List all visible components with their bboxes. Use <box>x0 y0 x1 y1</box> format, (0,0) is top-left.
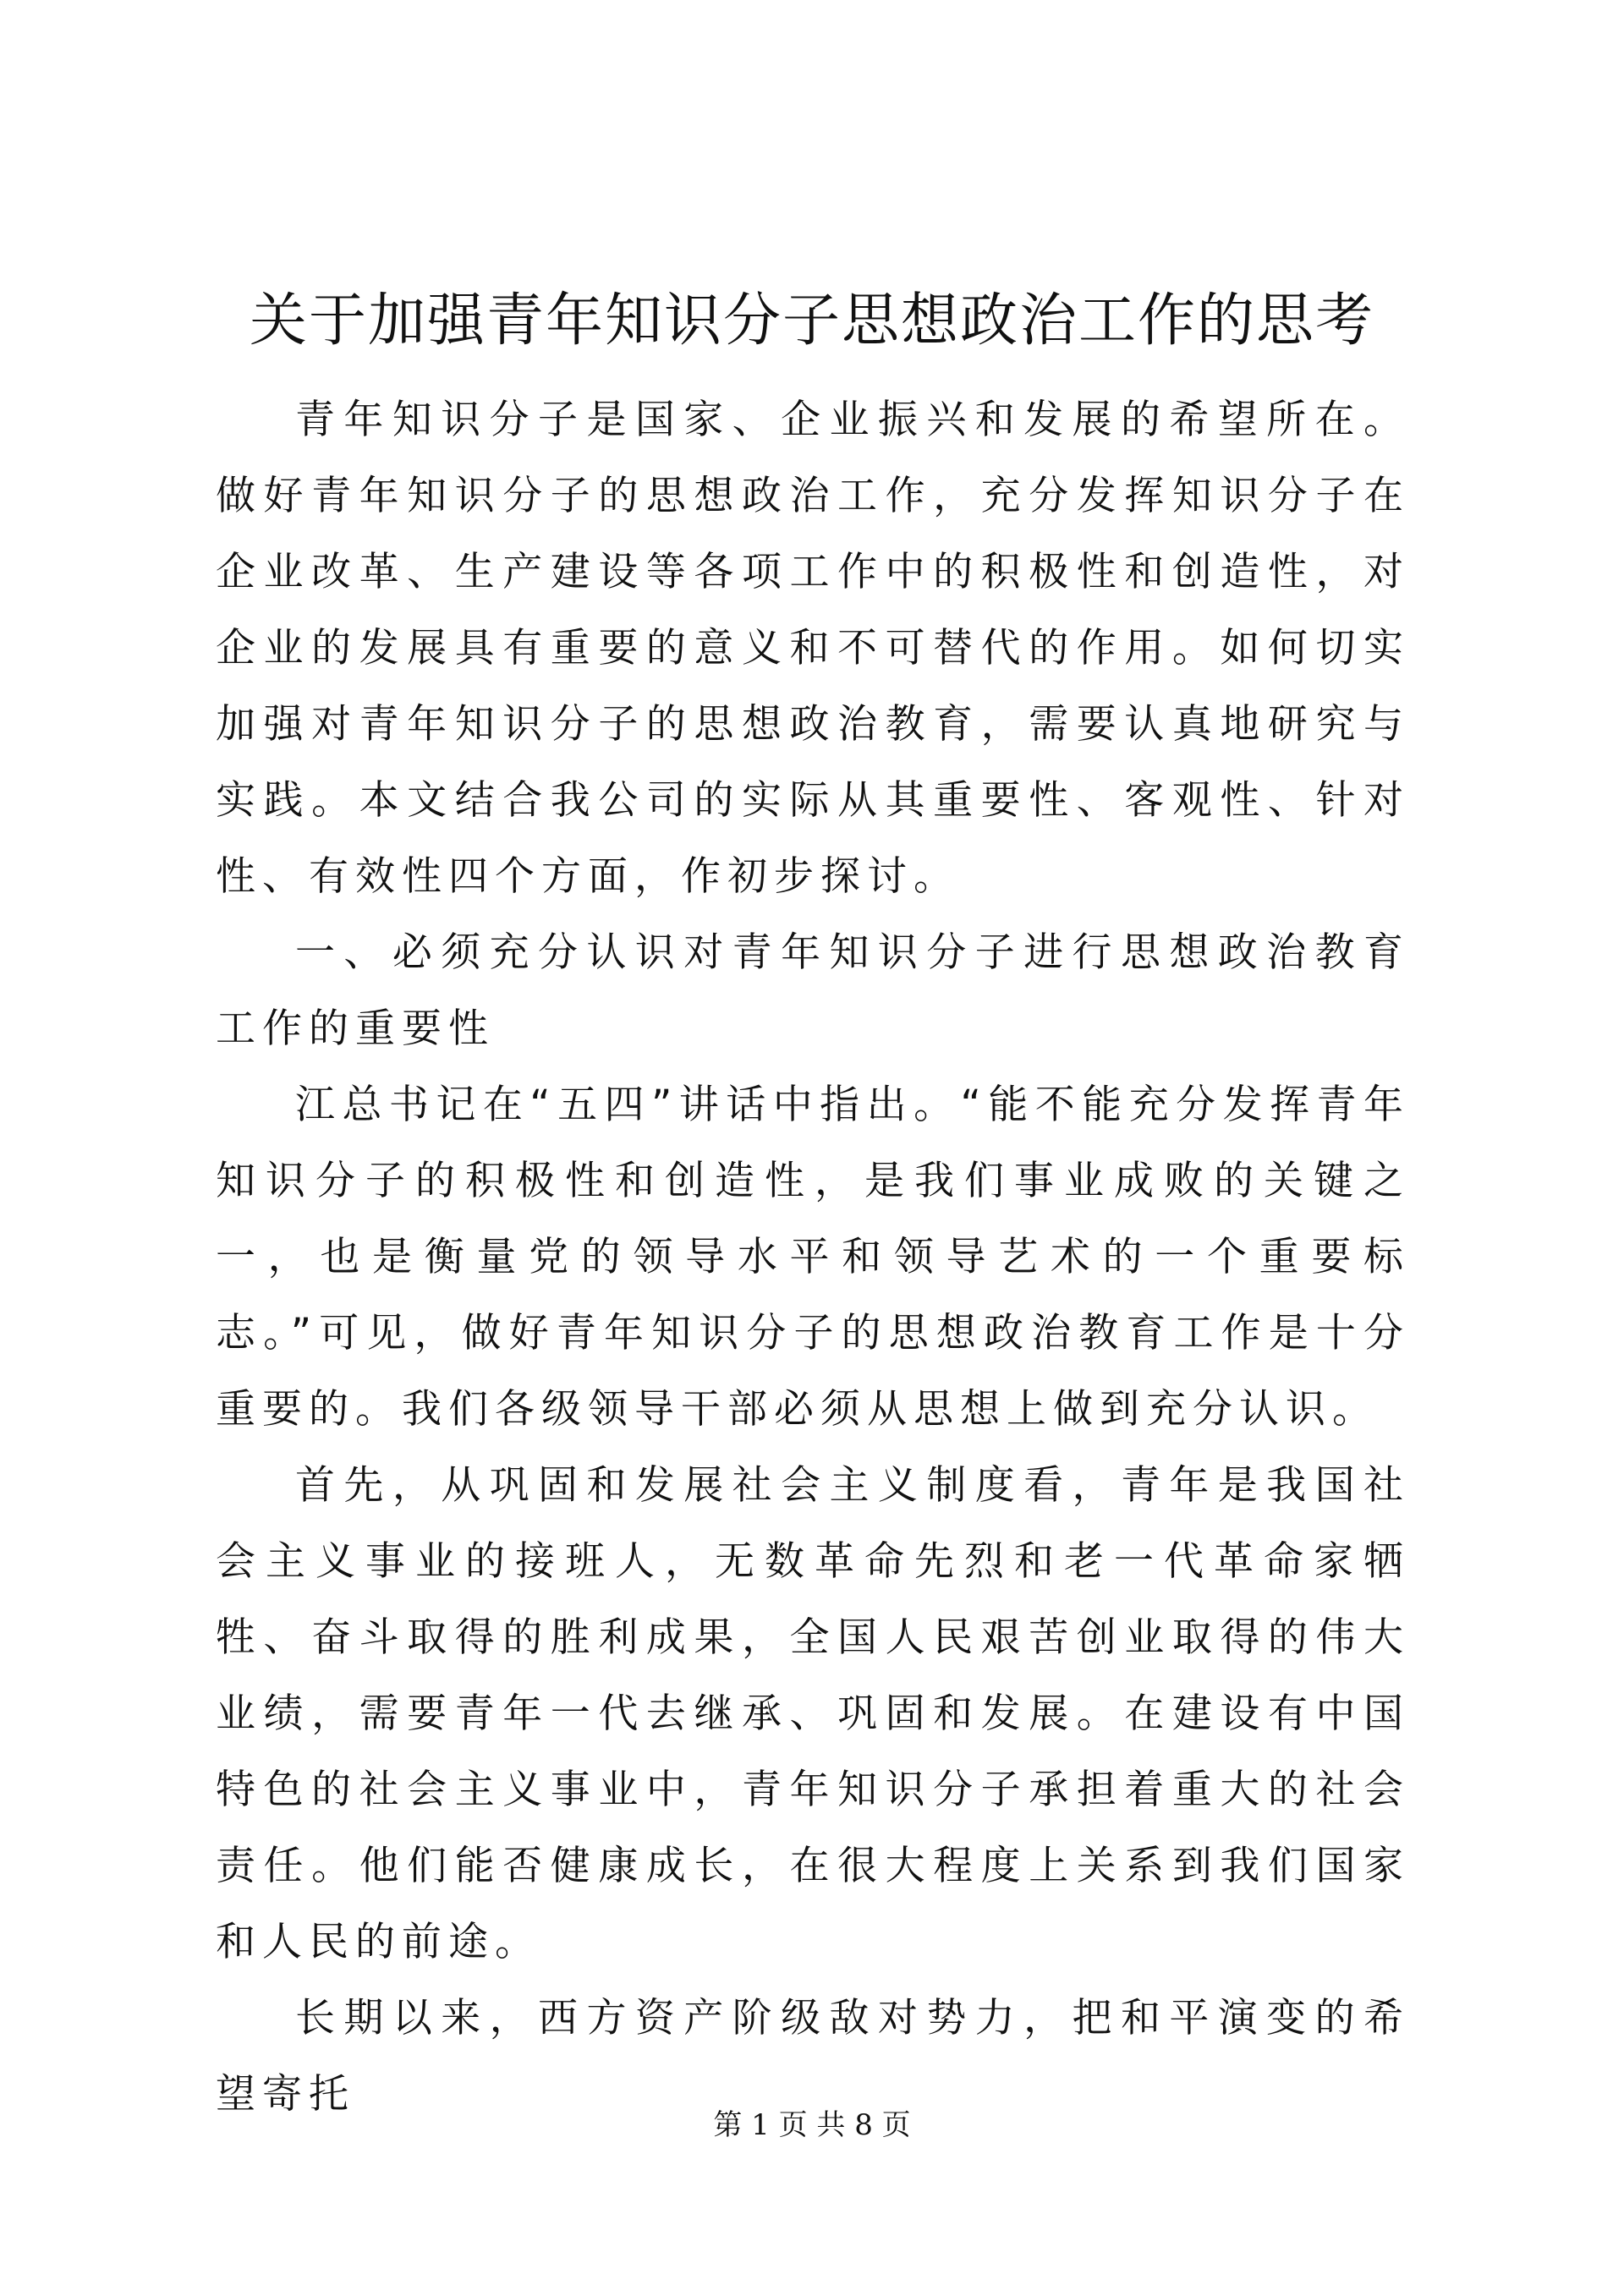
section-heading-1: 一、必须充分认识对青年知识分子进行思想政治教育工作的重要性 <box>216 929 1410 1052</box>
document-title: 关于加强青年知识分子思想政治工作的思考 <box>249 288 1374 354</box>
paragraph-intro: 青年知识分子是国家、企业振兴和发展的希望所在。做好青年知识分子的思想政治工作，充分发挥知识分子在企业改革、生产建设等各项工作中的积极性和创造性，对企业的发展具有重要的意义和不可替代的作用。如何切实加强对青年知识分子的思想政治教育，需要认真地研究与实践。本文结合我公司的实际从其重要性、客观性、针对性、有效性四个方面，作初步探讨。 <box>216 397 1410 900</box>
paragraph-first-point: 首先，从巩固和发展社会主义制度看，青年是我国社会主义事业的接班人，无数革命先烈和老一代革命家牺牲、奋斗取得的胜利成果，全国人民艰苦创业取得的伟大业绩，需要青年一代去继承、巩固和发展。在建设有中国特色的社会主义事业中，青年知识分子承担着重大的社会责任。他们能否健康成长，在很大程度上关系到我们国家和人民的前途。 <box>216 1462 1410 1965</box>
paragraph-continued: 长期以来，西方资产阶级敌对势力，把和平演变的希望寄托 <box>216 1995 1410 2118</box>
document-body <box>216 382 1410 2133</box>
paragraph-quote: 江总书记在“五四”讲话中指出。“能不能充分发挥青年知识分子的积极性和创造性，是我们事业成败的关键之一，也是衡量党的领导水平和领导艺术的一个重要标志。”可见，做好青年知识分子的思想政治教育工作是十分重要的。我们各级领导干部必须从思想上做到充分认识。 <box>216 1082 1410 1433</box>
page-number-footer: 第 1 页 共 8 页 <box>713 2108 911 2142</box>
